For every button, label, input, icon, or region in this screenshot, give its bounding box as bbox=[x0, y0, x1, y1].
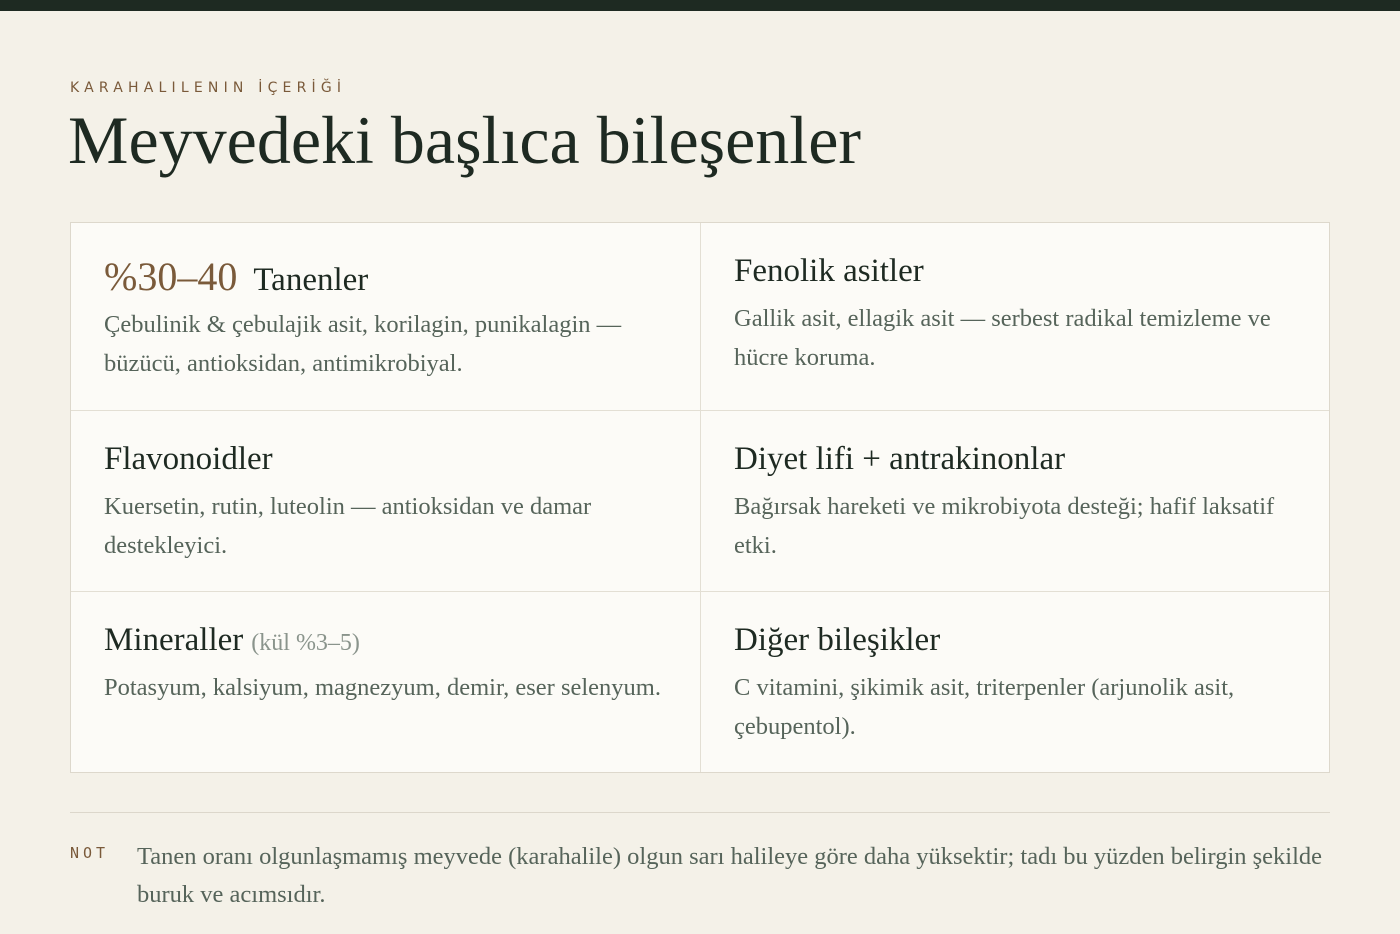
component-title: Fenolik asitler bbox=[734, 253, 924, 289]
component-description: Kuersetin, rutin, luteolin — antioksidan ve damar destekleyici. bbox=[104, 493, 592, 559]
component-card-flavonoids bbox=[71, 411, 701, 592]
page-title: Meyvedeki başlıca bileşenler bbox=[68, 102, 862, 178]
components-grid bbox=[70, 222, 1330, 773]
component-description: C vitamini, şikimik asit, triterpenler (arjunolik asit, çebupentol). bbox=[734, 674, 1235, 740]
component-header bbox=[734, 253, 1297, 293]
component-title: Tanenler bbox=[253, 262, 369, 298]
component-header bbox=[734, 441, 1297, 481]
component-title: Mineraller bbox=[104, 622, 244, 658]
component-title: Diyet lifi + antrakinonlar bbox=[734, 441, 1066, 477]
component-header bbox=[734, 622, 1297, 662]
component-card-tannins bbox=[71, 223, 701, 411]
component-subtitle: (kül %3–5) bbox=[251, 630, 360, 656]
component-card-fiber-anthraquinones bbox=[701, 411, 1329, 592]
component-description: Bağırsak hareketi ve mikrobiyota desteği; hafif laksatif etki. bbox=[734, 493, 1275, 559]
component-description: Çebulinik & çebulajik asit, korilagin, punikalagin — büzücü, antioksidan, antimikrobiyal. bbox=[104, 311, 622, 377]
note-divider bbox=[70, 812, 1330, 813]
note-label: NOT bbox=[70, 844, 110, 862]
component-percent: %30–40 bbox=[104, 254, 238, 299]
component-header bbox=[104, 441, 668, 481]
component-header bbox=[104, 253, 668, 299]
component-card-other-compounds bbox=[701, 592, 1329, 772]
component-card-minerals bbox=[71, 592, 701, 772]
component-header bbox=[104, 622, 668, 662]
top-bar bbox=[0, 0, 1400, 11]
component-card-phenolic-acids bbox=[701, 223, 1329, 411]
component-description: Potasyum, kalsiyum, magnezyum, demir, eser selenyum. bbox=[104, 674, 661, 701]
component-description: Gallik asit, ellagik asit — serbest radikal temizleme ve hücre koruma. bbox=[734, 305, 1271, 371]
component-title: Diğer bileşikler bbox=[734, 622, 941, 658]
note-text: Tanen oranı olgunlaşmamış meyvede (karahalile) olgun sarı halileye göre daha yüksektir; tadı bu yüzden belirgin şekilde buruk ve acımsıdır. bbox=[137, 843, 1323, 908]
section-eyebrow: KARAHALILENIN İÇERİĞİ bbox=[70, 80, 347, 96]
component-title: Flavonoidler bbox=[104, 441, 273, 477]
